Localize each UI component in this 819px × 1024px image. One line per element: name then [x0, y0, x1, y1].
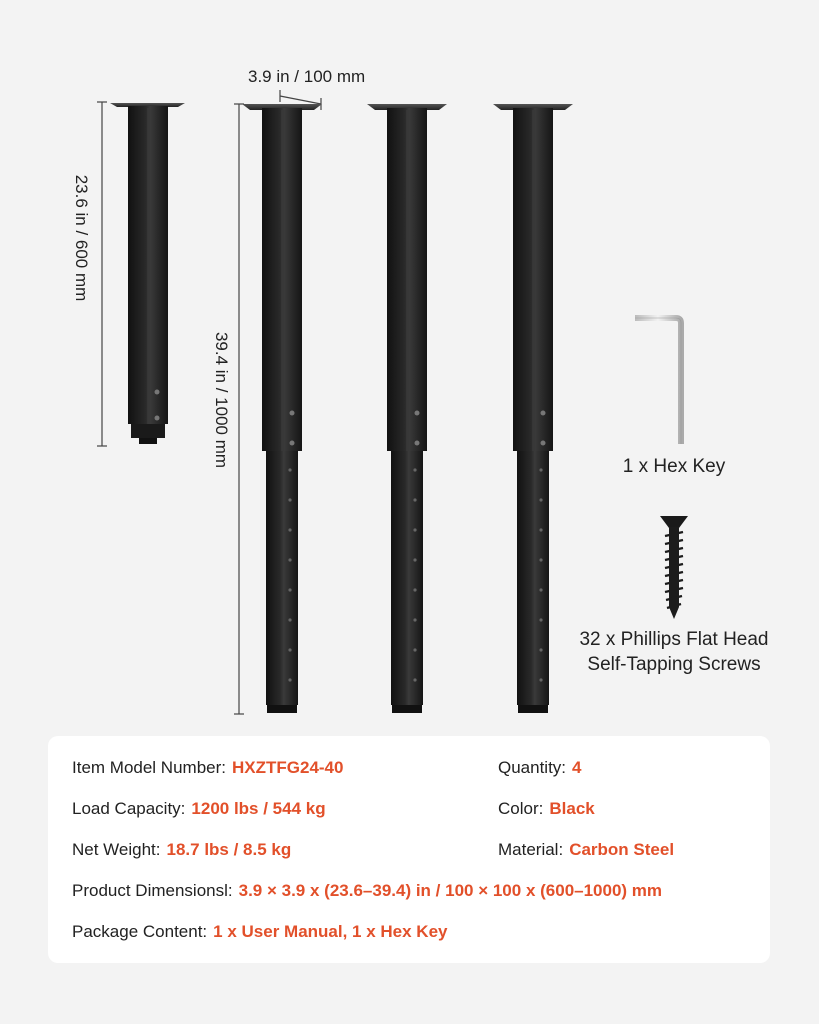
tall-leg-2	[367, 104, 447, 713]
short-leg	[110, 103, 185, 444]
spec-package-label: Package Content:	[72, 922, 208, 941]
spec-color	[498, 799, 595, 819]
spec-color-value: Black	[549, 799, 595, 818]
spec-dimensions-value: 3.9 × 3.9 x (23.6–39.4) in / 100 × 100 x (600–1000) mm	[238, 881, 663, 900]
hex-key-label: 1 x Hex Key	[622, 456, 726, 477]
spec-model-label: Item Model Number:	[72, 758, 226, 777]
spec-material-label: Material:	[498, 840, 564, 859]
spec-quantity	[498, 758, 582, 778]
short-height-label: 23.6 in / 600 mm	[72, 174, 91, 302]
spec-card	[48, 736, 770, 963]
tall-leg-3	[493, 104, 573, 713]
spec-weight	[72, 840, 291, 860]
spec-load	[72, 799, 326, 819]
tall-leg-1	[242, 104, 322, 713]
screw-icon	[660, 516, 688, 619]
spec-quantity-value: 4	[572, 758, 582, 777]
spec-package-value: 1 x User Manual, 1 x Hex Key	[213, 922, 448, 941]
spec-material	[498, 840, 674, 860]
spec-package	[72, 922, 448, 942]
spec-model-value: HXZTFG24-40	[232, 758, 344, 777]
screws-label-line1: 32 x Phillips Flat Head	[579, 629, 769, 650]
spec-model	[72, 758, 343, 778]
tall-height-label: 39.4 in / 1000 mm	[212, 331, 231, 469]
spec-weight-value: 18.7 lbs / 8.5 kg	[166, 840, 292, 859]
hex-key-icon	[635, 318, 681, 444]
spec-quantity-label: Quantity:	[498, 758, 567, 777]
spec-material-value: Carbon Steel	[569, 840, 675, 859]
spec-dimensions	[72, 881, 662, 901]
spec-weight-label: Net Weight:	[72, 840, 161, 859]
screws-label-line2: Self-Tapping Screws	[587, 654, 761, 675]
spec-load-label: Load Capacity:	[72, 799, 186, 818]
spec-load-value: 1200 lbs / 544 kg	[191, 799, 326, 818]
spec-dimensions-label: Product Dimensionsl:	[72, 881, 233, 900]
width-dimension-label: 3.9 in / 100 mm	[248, 67, 366, 86]
spec-color-label: Color:	[498, 799, 544, 818]
